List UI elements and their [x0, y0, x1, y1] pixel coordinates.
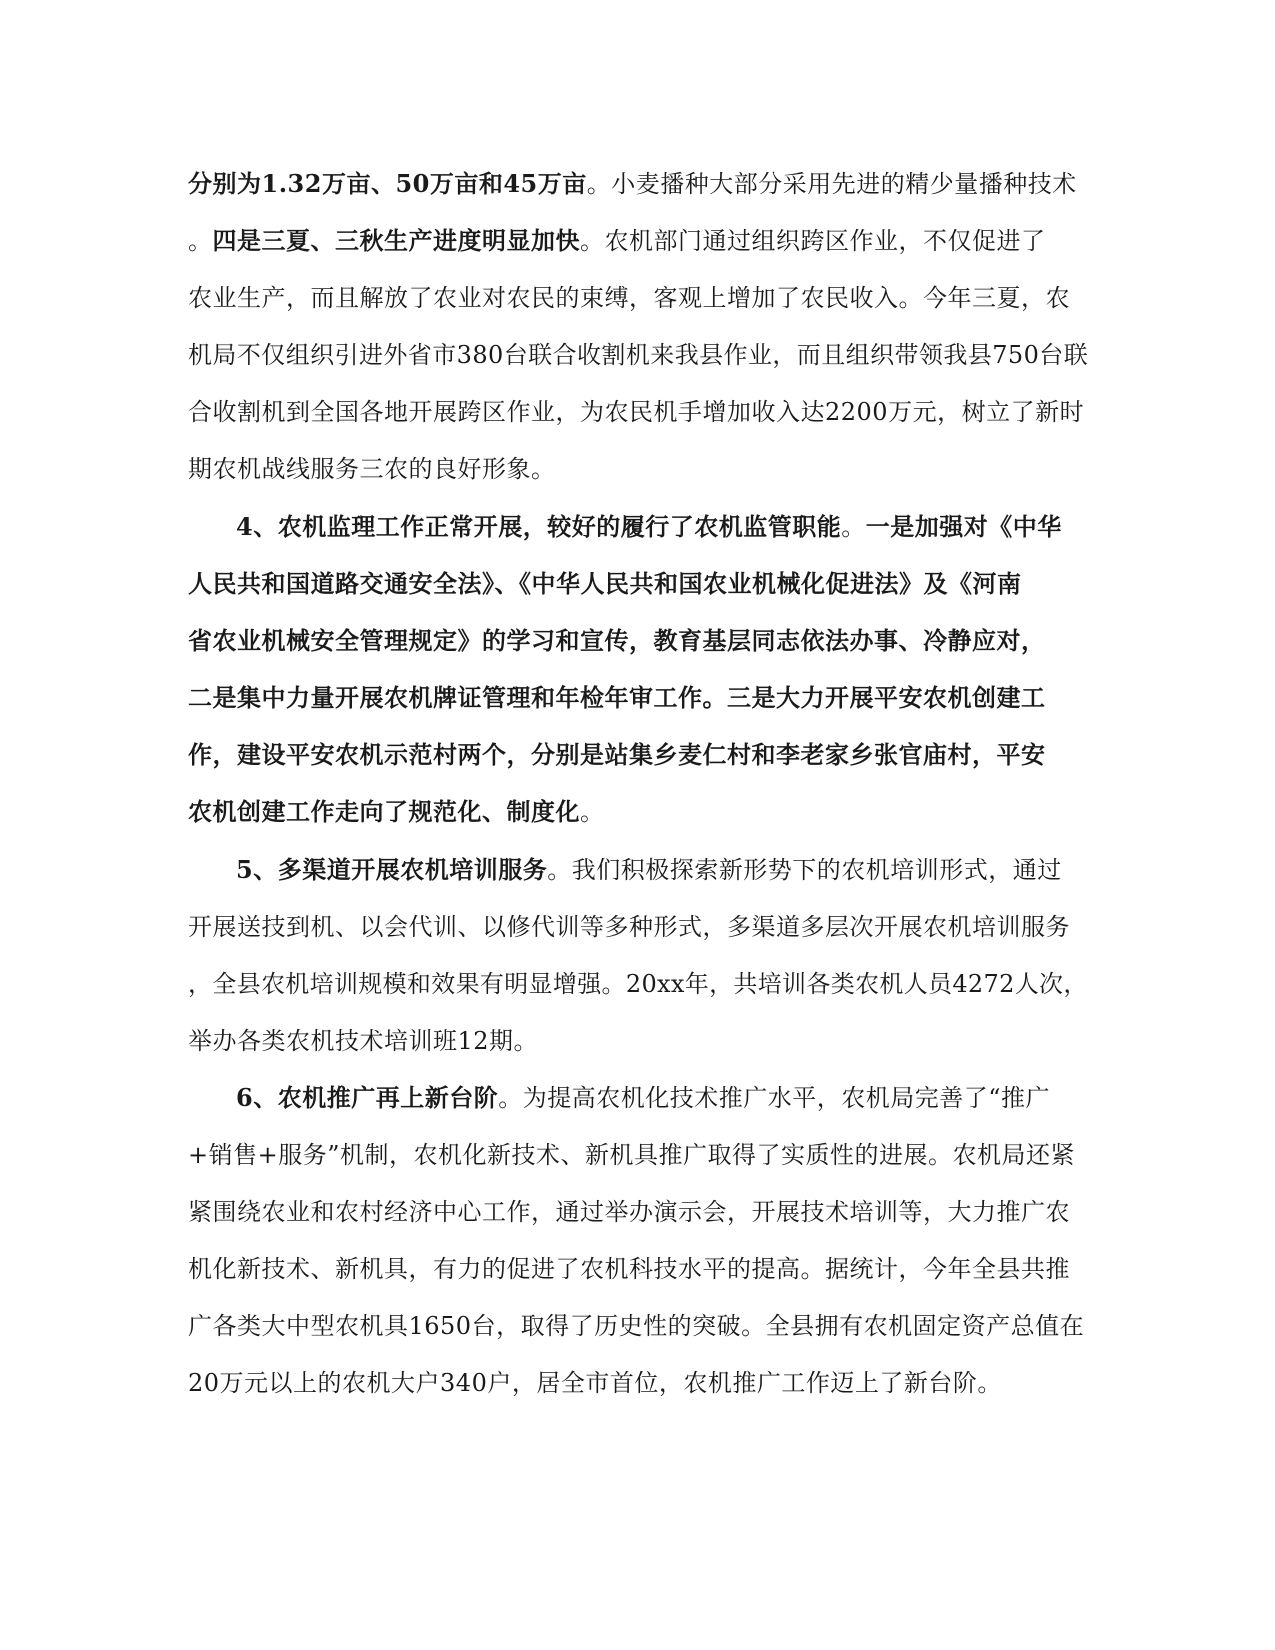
text-line-20 [188, 1249, 1088, 1289]
text-run: 4、农机监理工作正常开展，较好的履行了农机监管职能 [236, 512, 842, 541]
text-run: 省农业机械安全管理规定》的学习和宣传，教育基层同志依法办事、冷静应对， [188, 626, 1046, 655]
text-run: 6、农机推广再上新台阶 [236, 1083, 499, 1112]
text-line-5 [188, 392, 1088, 432]
text-line-21 [188, 1306, 1088, 1346]
text-run: 。农机部门通过组织跨区作业，不仅促进了 [580, 227, 1046, 255]
text-line-13 [236, 850, 1088, 890]
text-line-18 [188, 1135, 1088, 1175]
text-run: 一是加强对《中华 [865, 512, 1062, 541]
text-run: 人民共和国道路交通安全法》、《中华人民共和国农业机械化促进法》及《河南 [188, 569, 1022, 598]
text-run: 开展送技到机、以会代训、以修代训等多种形式，多渠道多层次开展农机培训服务 [188, 913, 1070, 941]
text-run: 机化新技术、新机具，有力的促进了农机科技水平的提高。据统计，今年全县共推 [188, 1255, 1070, 1283]
text-line-4 [188, 335, 1088, 375]
text-line-19 [188, 1192, 1088, 1232]
text-line-8 [188, 564, 1088, 604]
text-line-7 [236, 507, 1088, 547]
text-run: 分别为1.32万亩、50万亩和45万亩 [188, 169, 587, 198]
text-run: 20万元以上的农机大户340户，居全市首位，农机推广工作迈上了新台阶。 [188, 1369, 1002, 1397]
text-run: ，全县农机培训规模和效果有明显增强。20xx年，共培训各类农机人员4272人次， [188, 970, 1088, 998]
text-line-10 [188, 678, 1088, 718]
text-line-2 [188, 221, 1088, 261]
text-run: 。 [188, 227, 213, 255]
text-run: 紧围绕农业和农村经济中心工作，通过举办演示会，开展技术培训等，大力推广农 [188, 1198, 1070, 1226]
text-run: 。 [841, 513, 866, 541]
text-run: 。为提高农机化技术推广水平，农机局完善了“推广 [498, 1084, 1050, 1112]
text-run: +销售+服务”机制，农机化新技术、新机具推广取得了实质性的进展。农机局还紧 [188, 1141, 1075, 1169]
text-line-9 [188, 621, 1088, 661]
text-line-6 [188, 449, 1088, 489]
text-run: 期农机战线服务三农的良好形象。 [188, 455, 556, 483]
text-run: 四是三夏、三秋生产进度明显加快 [212, 226, 580, 255]
text-run: 二是集中力量开展农机牌证管理和年检年审工作。三是大力开展平安农机创建工 [188, 683, 1046, 712]
text-line-11 [188, 735, 1088, 775]
text-run: 。 [580, 798, 605, 826]
text-line-1 [188, 164, 1088, 204]
text-line-15 [188, 964, 1088, 1004]
text-line-14 [188, 907, 1088, 947]
text-run: 举办各类农机技术培训班12期。 [188, 1027, 539, 1055]
text-run: 作，建设平安农机示范村两个，分别是站集乡麦仁村和李老家乡张官庙村，平安 [188, 740, 1046, 769]
text-run: 合收割机到全国各地开展跨区作业，为农民机手增加收入达2200万元，树立了新时 [188, 398, 1085, 426]
text-line-3 [188, 278, 1088, 318]
text-run: 广各类大中型农机具1650台，取得了历史性的突破。全县拥有农机固定资产总值在 [188, 1312, 1085, 1340]
text-run: 机局不仅组织引进外省市380台联合收割机来我县作业，而且组织带领我县750台联 [188, 341, 1089, 369]
text-run: 农机创建工作走向了规范化、制度化 [188, 797, 580, 826]
text-line-16 [188, 1021, 1088, 1061]
text-run: 农业生产，而且解放了农业对农民的束缚，客观上增加了农民收入。今年三夏，农 [188, 284, 1070, 312]
text-line-22 [188, 1363, 1088, 1403]
text-run: 。小麦播种大部分采用先进的精少量播种技术 [586, 170, 1077, 198]
text-run: 。我们积极探索新形势下的农机培训形式，通过 [547, 856, 1062, 884]
text-line-12 [188, 792, 1088, 832]
text-run: 5、多渠道开展农机培训服务 [236, 855, 548, 884]
text-line-17 [236, 1078, 1088, 1118]
